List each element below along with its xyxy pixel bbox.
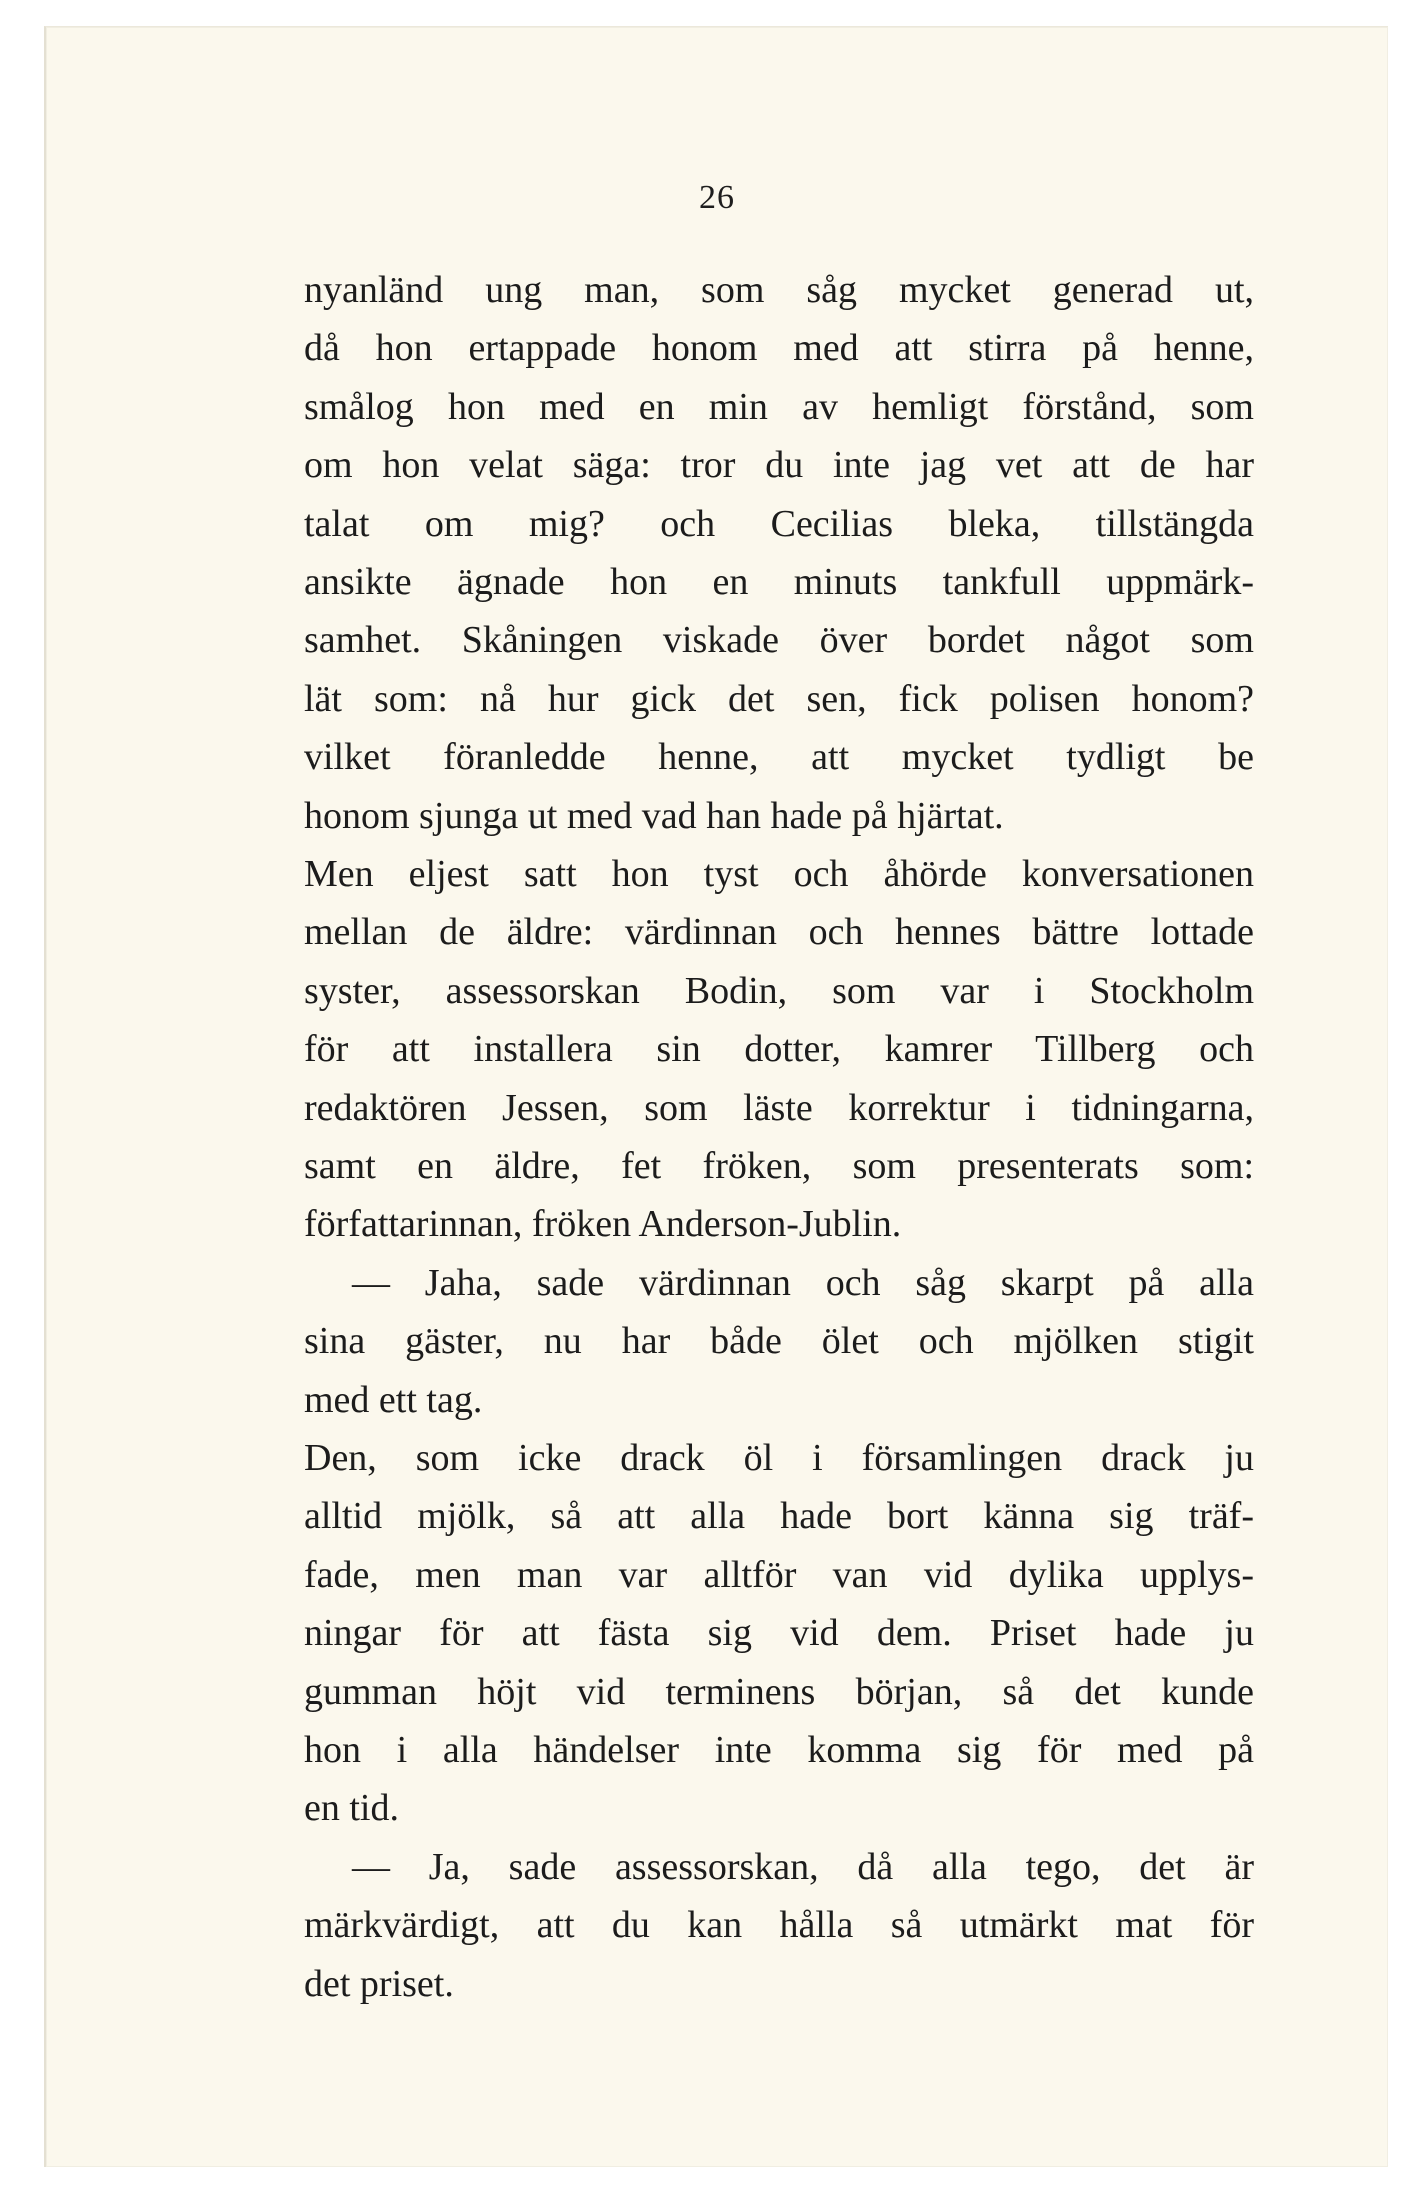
text-line: — Jaha, sade värdinnan och såg skarpt på alla	[352, 1261, 1254, 1304]
text-line: vilket föranledde henne, att mycket tydligt be	[304, 736, 1254, 779]
text-line: mellan de äldre: värdinnan och hennes bättre lottade	[304, 911, 1254, 954]
text-line: Den, som icke drack öl i församlingen drack ju	[304, 1437, 1254, 1479]
text-line: ningar för att fästa sig vid dem. Priset hade ju	[304, 1612, 1254, 1655]
text-line: sina gäster, nu har både ölet och mjölken stigit	[304, 1320, 1254, 1363]
text-line: alltid mjölk, så att alla hade bort känna sig träf-	[304, 1495, 1254, 1538]
text-line: talat om mig? och Cecilias bleka, tillstängda	[304, 502, 1254, 545]
text-line: syster, assessorskan Bodin, som var i Stockholm	[304, 969, 1254, 1012]
text-line: det priset.	[304, 1962, 454, 2005]
text-line: en tid.	[304, 1787, 399, 1830]
text-line: fade, men man var alltför van vid dylika upplys-	[304, 1553, 1254, 1596]
page-number: 26	[699, 179, 735, 216]
text-line: om hon velat säga: tror du inte jag vet att de har	[304, 444, 1254, 487]
text-line: gumman höjt vid terminens början, så det kunde	[304, 1670, 1254, 1713]
book-page	[44, 26, 1388, 2167]
text-line: lät som: nå hur gick det sen, fick polisen honom?	[304, 677, 1254, 720]
text-line: då hon ertappade honom med att stirra på henne,	[304, 327, 1254, 370]
text-line: — Ja, sade assessorskan, då alla tego, det är	[352, 1845, 1254, 1888]
text-line: författarinnan, fröken Anderson-Jublin.	[304, 1203, 902, 1246]
text-line: Men eljest satt hon tyst och åhörde konversationen	[304, 853, 1254, 895]
text-line: hon i alla händelser inte komma sig för med på	[304, 1729, 1254, 1771]
text-line: med ett tag.	[304, 1378, 483, 1421]
text-line: för att installera sin dotter, kamrer Tillberg och	[304, 1028, 1254, 1071]
text-line: ansikte ägnade hon en minuts tankfull uppmärk-	[304, 561, 1254, 603]
text-line: nyanländ ung man, som såg mycket generad ut,	[304, 269, 1254, 311]
text-line: samt en äldre, fet fröken, som presenterats som:	[304, 1145, 1254, 1187]
text-line: honom sjunga ut med vad han hade på hjärtat.	[304, 794, 1004, 837]
text-line: märkvärdigt, att du kan hålla så utmärkt mat för	[304, 1904, 1254, 1947]
text-line: redaktören Jessen, som läste korrektur i tidningarna,	[304, 1086, 1254, 1129]
text-line: smålog hon med en min av hemligt förstånd, som	[304, 385, 1254, 428]
text-line: samhet. Skåningen viskade över bordet något som	[304, 619, 1254, 662]
